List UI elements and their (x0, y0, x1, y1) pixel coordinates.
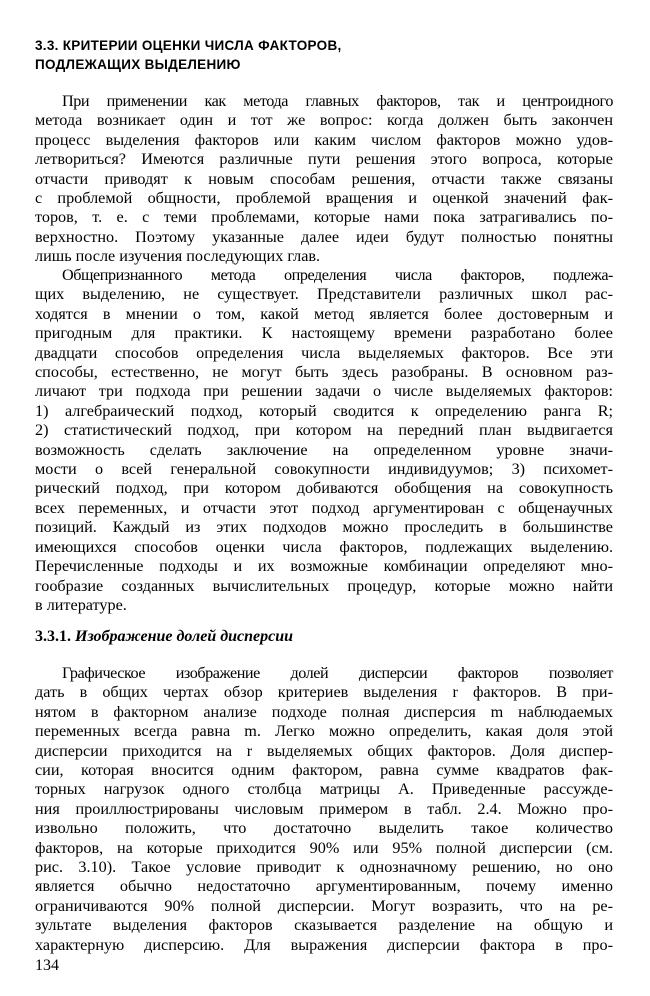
paragraph-3 (35, 664, 613, 955)
text-line: нятом в факторном анализе подходе полная дисперсия m наблюдаемых (35, 702, 613, 721)
text-line: щих выделению, не существует. Представители различных школ рас- (35, 285, 613, 304)
section-title-line-1: 3.3. КРИТЕРИИ ОЦЕНКИ ЧИСЛА ФАКТОРОВ, (35, 38, 342, 53)
text-line: торов, т. е. с теми проблемами, которые нами пока затрагивались по- (35, 208, 613, 227)
text-line: личают три подхода при решении задачи о числе выделяемых факторов: (35, 382, 613, 401)
text-line: зультате выделения факторов сказывается разделение на общую и (35, 916, 613, 935)
text-line: позиций. Каждый из этих подходов можно проследить в большинстве (35, 518, 613, 537)
text-line: рис. 3.10). Такое условие приводит к однозначному решению, но оно (35, 858, 613, 877)
subsection-number: 3.3.1. (35, 628, 71, 645)
text-line: с проблемой общности, проблемой вращения и оценкой значений фак- (35, 189, 613, 208)
text-line: в литературе. (35, 595, 127, 614)
text-line: извольно положить, что достаточно выделить такое количество (35, 819, 613, 838)
text-line: характерную дисперсию. Для выражения дисперсии фактора в про- (35, 935, 613, 954)
text-line: летвориться? Имеются различные пути решения этого вопроса, которые (35, 150, 613, 169)
text-line: При применении как метода главных факторов, так и центроидного (62, 92, 613, 110)
text-line: метода возникает один и тот же вопрос: когда должен быть закончен (35, 111, 613, 130)
text-line: Перечисленные подходы и их возможные комбинации определяют мно- (35, 557, 613, 576)
text-line: мости о всей генеральной совокупности индивидуумов; 3) психомет- (35, 460, 613, 479)
text-line: сии, которая вносится одним фактором, равна сумме квадратов фак- (35, 761, 613, 780)
text-line: возможность сделать заключение на определенном уровне значи- (35, 440, 613, 459)
text-line: отчасти приводят к новым способам решения, отчасти также связаны (35, 169, 613, 188)
text-line: дать в общих чертах обзор критериев выделения r факторов. В при- (35, 683, 613, 702)
text-line: торных нагрузок одного столбца матрицы А. Приведенные рассужде- (35, 780, 613, 799)
text-line: верхностно. Поэтому указанные далее идеи будут полностью понятны (35, 227, 613, 246)
section-title-line-2: ПОДЛЕЖАЩИХ ВЫДЕЛЕНИЮ (35, 57, 241, 72)
text-line: рический подход, при котором добиваются обобщения на совокупность (35, 479, 613, 498)
text-line: является обычно недостаточно аргументированным, почему именно (35, 877, 613, 896)
text-line: ограничиваются 90% полной дисперсии. Могут возразить, что на ре- (35, 896, 613, 915)
subsection-name: Изображение долей дисперсии (75, 628, 294, 645)
text-line: способы, естественно, не могут быть здесь разобраны. В основном раз- (35, 363, 613, 382)
text-line: факторов, на которые приходится 90% или 95% полной дисперсии (см. (35, 838, 613, 857)
paragraph-2 (35, 266, 613, 615)
text-line: 2) статистический подход, при котором на передний план выдвигается (35, 421, 613, 440)
text-line: дисперсии приходится на r выделяемых общих факторов. Доля диспер- (35, 741, 613, 760)
text-line: 1) алгебраический подход, который сводится к определению ранга R; (35, 401, 613, 420)
text-line: переменных всегда равна m. Легко можно определить, какая доля этой (35, 722, 613, 741)
text-line: ния проиллюстрированы числовым примером в табл. 2.4. Можно про- (35, 799, 613, 818)
text-line: пригодным для практики. К настоящему времени разработано более (35, 324, 613, 343)
text-line: Общепризнанного метода определения числа факторов, подлежа- (62, 266, 613, 284)
text-line: ходятся в мнении о том, какой метод является более достоверным и (35, 304, 613, 323)
text-line: процесс выделения факторов или каким числом факторов можно удов- (35, 130, 613, 149)
text-line: двадцати способов определения числа выделяемых факторов. Все эти (35, 343, 613, 362)
text-line: имеющихся способов оценки числа факторов, подлежащих выделению. (35, 537, 613, 556)
subsection-title (35, 627, 293, 647)
text-line: всех переменных, и отчасти этот подход аргументирован с общенаучных (35, 498, 613, 517)
text-line: лишь после изучения последующих глав. (35, 247, 321, 266)
paragraph-1 (35, 92, 613, 267)
text-line: гообразие созданных вычислительных процедур, которые можно найти (35, 576, 613, 595)
section-title (35, 36, 595, 74)
page-number: 134 (35, 957, 59, 974)
text-line: Графическое изображение долей дисперсии факторов позволяет (62, 664, 613, 682)
